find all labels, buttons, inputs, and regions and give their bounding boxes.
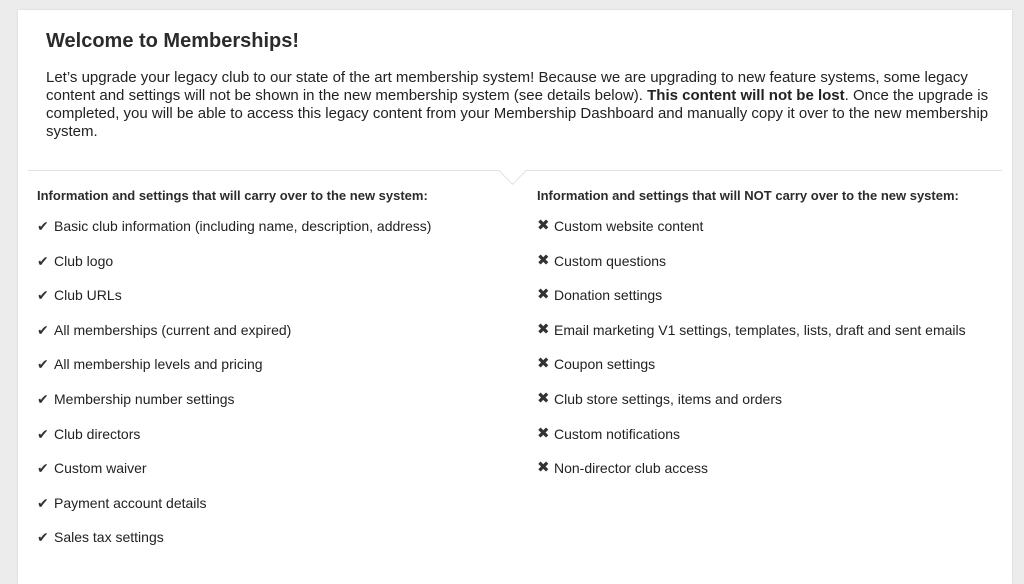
list-item-label: All membership levels and pricing (54, 356, 263, 373)
description-text-end: . Once the upgrade is completed, you will be able to access this legacy content from your Membership Dashboard and manually copy it over to the new membership system. (46, 87, 989, 140)
list-item-label: Non-director club access (554, 460, 709, 477)
not-carry-over-column (537, 188, 1007, 494)
intro-section (18, 10, 1012, 141)
description-emphasis: This content will not be lost (647, 87, 845, 104)
carry-over-heading: Information and settings that will carry over to the new system: (37, 188, 428, 203)
checkmark-icon: ✔ (37, 252, 49, 269)
list-item (537, 459, 1007, 494)
list-item-label: All memberships (current and expired) (54, 321, 292, 338)
list-item-label: Custom waiver (54, 460, 147, 477)
list-item (37, 494, 517, 529)
list-item (37, 459, 517, 494)
page-title: Welcome to Memberships! (46, 30, 300, 52)
x-mark-icon: ✖ (537, 424, 550, 442)
checkmark-icon: ✔ (37, 425, 49, 442)
not-carry-over-heading: Information and settings that will NOT carry over to the new system: (537, 188, 959, 203)
carry-over-column (37, 188, 517, 563)
x-mark-icon: ✖ (537, 389, 550, 407)
x-mark-icon: ✖ (537, 217, 550, 234)
list-item (537, 425, 1007, 460)
x-mark-icon: ✖ (537, 355, 550, 373)
list-item (537, 390, 1007, 425)
checkmark-icon: ✔ (37, 321, 49, 338)
checkmark-icon: ✔ (37, 218, 49, 234)
description-text: Let’s upgrade your legacy club to our state of the art membership system! Because we are upgrading to new feature systems, some legacy content and settings will not be shown in the new membership system (see details below). (46, 69, 968, 104)
list-item (37, 528, 517, 563)
list-item-label: Custom notifications (554, 425, 681, 442)
list-item (37, 355, 517, 390)
list-item-label: Custom questions (554, 252, 667, 269)
list-item (537, 217, 1007, 252)
checkmark-icon: ✔ (37, 287, 49, 304)
list-item-label: Basic club information (including name, description, address) (54, 218, 432, 234)
intro-description (46, 69, 991, 141)
list-item (537, 252, 1007, 287)
list-item (37, 252, 517, 287)
list-item-label: Club logo (54, 252, 114, 269)
list-item-label: Custom website content (554, 218, 704, 234)
list-item-label: Coupon settings (554, 356, 656, 373)
list-item-label: Donation settings (554, 287, 663, 304)
list-item-label: Email marketing V1 settings, templates, lists, draft and sent emails (554, 321, 966, 338)
x-mark-icon: ✖ (537, 320, 550, 338)
checkmark-icon: ✔ (37, 356, 49, 373)
list-item (37, 425, 517, 460)
list-item-label: Membership number settings (54, 390, 235, 407)
x-mark-icon: ✖ (537, 251, 550, 269)
list-item (537, 286, 1007, 321)
list-item-label: Club URLs (54, 287, 122, 304)
list-item (537, 355, 1007, 390)
checkmark-icon: ✔ (37, 390, 49, 407)
list-item (37, 390, 517, 425)
welcome-card (18, 10, 1012, 584)
carry-over-list (37, 217, 517, 563)
list-item (37, 286, 517, 321)
checkmark-icon: ✔ (37, 494, 49, 511)
divider-notch (499, 158, 526, 185)
list-item-label: Club directors (54, 425, 141, 442)
list-item (37, 217, 517, 252)
list-item (537, 321, 1007, 356)
x-mark-icon: ✖ (537, 459, 550, 477)
x-mark-icon: ✖ (537, 286, 550, 304)
list-item (37, 321, 517, 356)
list-item-label: Payment account details (54, 494, 207, 511)
not-carry-over-list (537, 217, 1007, 494)
checkmark-icon: ✔ (37, 529, 49, 546)
checkmark-icon: ✔ (37, 460, 49, 477)
list-item-label: Club store settings, items and orders (554, 390, 782, 407)
list-item-label: Sales tax settings (54, 529, 164, 546)
